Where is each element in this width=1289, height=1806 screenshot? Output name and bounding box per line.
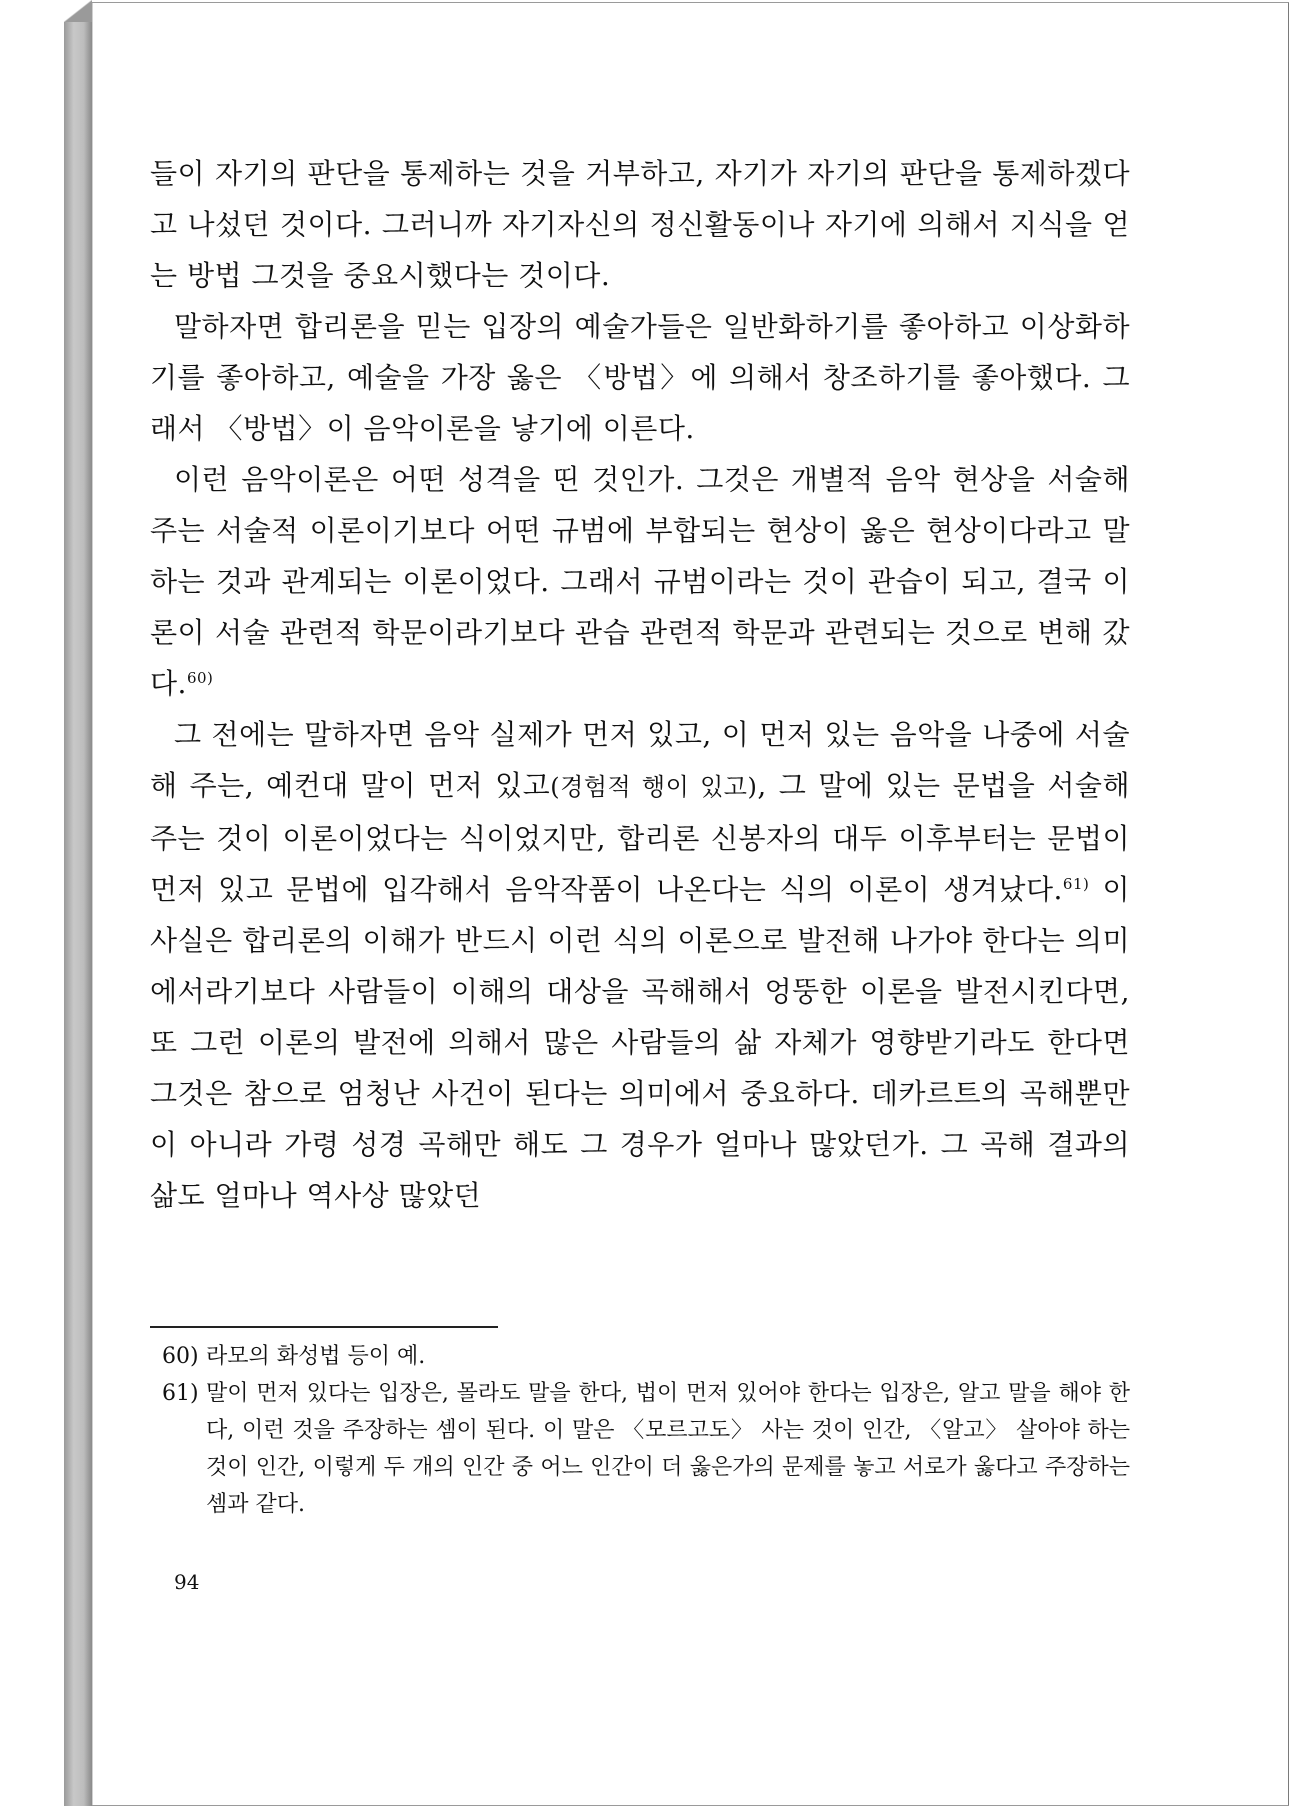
footnote-61 <box>162 1375 1130 1523</box>
footnote-number: 60) <box>162 1344 199 1369</box>
paragraph-3-text: 이런 음악이론은 어떤 성격을 띤 것인가. 그것은 개별적 음악 현상을 서술해 주는 서술적 이론이기보다 어떤 규범에 부합되는 현상이 옳은 현상이다라고 말하는 것과 관계되는 이론이었다. 그래서 규범이라는 것이 관습이 되고, 결국 이론이 서술 관련적 학문이라기보다 관습 관련적 학문과 관련되는 것으로 변해 갔다. <box>150 463 1130 700</box>
footnote-number: 61) <box>162 1381 199 1406</box>
footnotes <box>162 1338 1130 1523</box>
footnote-text: 라모의 화성법 등이 예. <box>206 1344 426 1369</box>
book-spine-corner <box>64 0 92 22</box>
footnote-text: 말이 먼저 있다는 입장은, 몰라도 말을 한다, 법이 먼저 있어야 한다는 입장은, 알고 말을 해야 한다, 이런 것을 주장하는 셈이 된다. 이 말은 〈모르고도〉 사는 것이 인간, 〈알고〉 살아야 하는 것이 인간, 이렇게 두 개의 인간 중 어느 인간이 더 옳은가의 문제를 놓고 서로가 옳다고 주장하는 셈과 같다. <box>206 1381 1130 1517</box>
footnote-60 <box>162 1338 1130 1375</box>
paragraph-4-parenthetical: (경험적 행이 있고) <box>550 773 758 801</box>
paragraph <box>150 709 1130 1221</box>
paragraph-1-text: 들이 자기의 판단을 통제하는 것을 거부하고, 자기가 자기의 판단을 통제하겠다고 나섰던 것이다. 그러니까 자기자신의 정신활동이나 자기에 의해서 지식을 얻는 방법 그것을 중요시했다는 것이다. <box>150 157 1130 292</box>
paragraph <box>150 301 1130 454</box>
footnote-ref-60: 60) <box>186 669 214 687</box>
body-text <box>150 148 1130 1221</box>
paragraph-4-text-b: , 그 말에 있는 문법을 서술해 주는 것이 이론이었다는 식이었지만, 합리론 신봉자의 대두 이후부터는 문법이 먼저 있고 문법에 입각해서 음악작품이 나온다는 식의 이론이 생겨났다. <box>150 769 1130 906</box>
paragraph-4-text-a: 그 전에는 말하자면 음악 실제가 먼저 있고, 이 먼저 있는 음악을 나중에 서술해 주는, 예컨대 말이 먼저 있고 <box>150 718 1130 802</box>
paragraph-continuation <box>150 148 1130 301</box>
footnote-divider <box>150 1326 498 1328</box>
page-number: 94 <box>174 1570 200 1594</box>
footnote-ref-61: 61) <box>1062 875 1090 893</box>
paragraph <box>150 454 1130 709</box>
book-spine <box>64 0 92 1806</box>
paragraph-4-text-c: 이 사실은 합리론의 이해가 반드시 이런 식의 이론으로 발전해 나가야 한다는 의미에서라기보다 사람들이 이해의 대상을 곡해해서 엉뚱한 이론을 발전시킨다면, 또 그런 이론의 발전에 의해서 많은 사람들의 삶 자체가 영향받기라도 한다면 그것은 참으로 엄청난 사건이 된다는 의미에서 중요하다. 데카르트의 곡해뿐만이 아니라 가령 성경 곡해만 해도 그 경우가 얼마나 많았던가. 그 곡해 결과의 삶도 얼마나 역사상 많았던 <box>150 873 1130 1212</box>
paragraph-2-text: 말하자면 합리론을 믿는 입장의 예술가들은 일반화하기를 좋아하고 이상화하기를 좋아하고, 예술을 가장 옳은 〈방법〉에 의해서 창조하기를 좋아했다. 그래서 〈방법〉이 음악이론을 낳기에 이른다. <box>150 310 1130 445</box>
